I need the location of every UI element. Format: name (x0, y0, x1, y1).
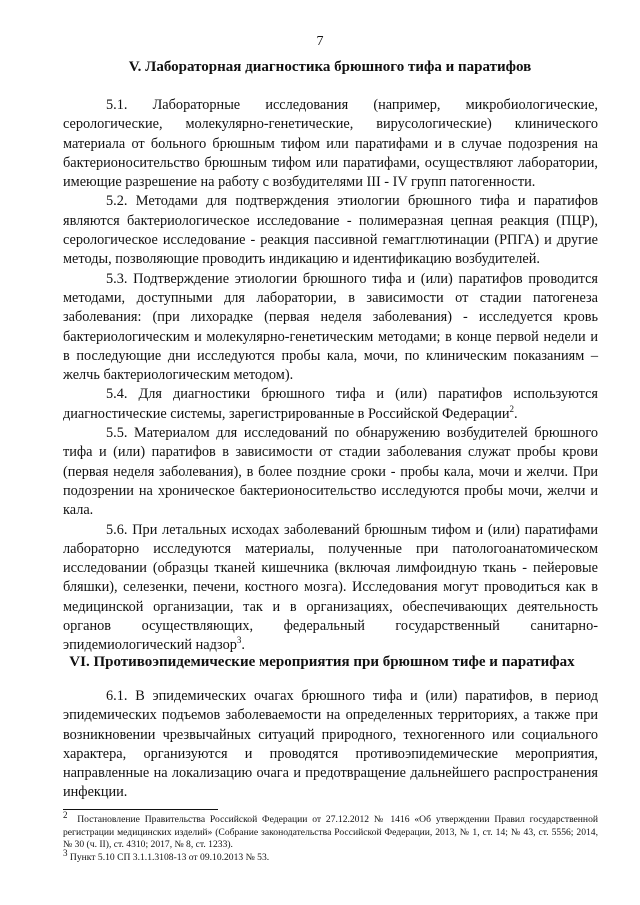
paragraph-6-1: 6.1. В эпидемических очагах брюшного тифа и (или) паратифов, в период эпидемических подъемов заболеваемости на определенных территориях, а также при возникновении чрезвычайных ситуаций природного, техногенного или социального характера, организуются и проводятся противоэпидемические мероприятия, направленные на локализацию очага и предотвращение дальнейшего распространения инфекции. (63, 688, 598, 801)
paragraph-5-1: 5.1. Лабораторные исследования (например, микробиологические, серологические, молекулярно-генетические, вирусологические) клинического материала от больного брюшным тифом или паратифами и в случае подозрения на бактерионосительство брюшным тифом или паратифами, осуществляют лаборатории, имеющие разрешение на работу с возбудителями III - IV групп патогенности. (63, 97, 598, 191)
footnotes (63, 809, 598, 864)
paragraph-5-6-text: 5.6. При летальных исходах заболеваний брюшным тифом и (или) паратифами лабораторно исследуются материалы, полученные при патологоанатомическом исследовании (образцы тканей кишечника (включая лимфоидную ткань - пейеровые бляшки), селезенки, печени, костного мозга). Исследования могут проводиться как в медицинской организации, так и в организациях, обеспечивающих деятельность органов осуществляющих, федеральный государственный санитарно-эпидемиологический надзор (63, 521, 598, 654)
footnote-3-mark: 3 (63, 847, 68, 858)
section-6-heading: VI. Противоэпидемические мероприятия при брюшном тифе и паратифах (69, 654, 575, 670)
paragraph-5-4-text: 5.4. Для диагностики брюшного тифа и (или) паратифов используются диагностические системы, зарегистрированные в Российской Федерации (63, 386, 598, 422)
section-5-body (63, 96, 598, 656)
footnote-3-text: Пункт 5.10 СП 3.1.1.3108-13 от 09.10.2013 № 53. (69, 851, 270, 863)
footnote-2-mark: 2 (63, 809, 68, 820)
section-6-body (63, 687, 598, 803)
paragraph-5-6-end: . (241, 637, 245, 654)
footnote-2 (63, 809, 598, 852)
paragraph-5-2: 5.2. Методами для подтверждения этиологии брюшного тифа и паратифов являются бактериологическое исследование - полимеразная цепная реакция (ПЦР), серологическое исследование - реакция пассивной гемагглютинации (РПГА) и другие методы, позволяющие проводить индикацию и идентификацию возбудителей. (63, 193, 598, 268)
paragraph-5-3: 5.3. Подтверждение этиологии брюшного тифа и (или) паратифов проводится методами, доступными для лаборатории, в зависимости от стадии патогенеза заболевания: (при лихорадке (первая неделя заболевания) - исследуется кровь бактериологическим и молекулярно-генетическим методами; в конце первой недели и в последующие дни исследуются пробы кала, мочи, по клиническим показаниям – желчь бактериологическим методом). (63, 270, 598, 384)
section-5-heading: V. Лабораторная диагностика брюшного тифа и паратифов (128, 59, 532, 75)
footnote-divider (63, 809, 218, 810)
paragraph-5-4 (63, 385, 598, 424)
footnote-ref-2: 2 (509, 403, 515, 414)
footnote-ref-3: 3 (236, 635, 242, 646)
paragraph-5-5: 5.5. Материалом для исследований по обнаружению возбудителей брюшного тифа и (или) паратифов в зависимости от стадии заболевания служат пробы крови (первая неделя заболевания), в более поздние сроки - пробы кала, мочи и желчи. При подозрении на хроническое бактерионосительство исследуются пробы мочи, желчи и кала. (63, 425, 598, 519)
page-number: 7 (316, 34, 324, 49)
footnote-2-text: Постановление Правительства Российской Федерации от 27.12.2012 № 1416 «Об утверждении Правил государственной регистрации медицинских изделий» (Собрание законодательства Российской Федерации, 2013, № 1, ст. 14; № 43, ст. 5556; 2014, № 30 (ч. II), ст. 4310; 2017, № 8, ст. 1233). (63, 814, 598, 850)
paragraph-5-4-end: . (514, 405, 518, 422)
paragraph-5-6 (63, 521, 598, 656)
footnote-3 (63, 847, 598, 865)
